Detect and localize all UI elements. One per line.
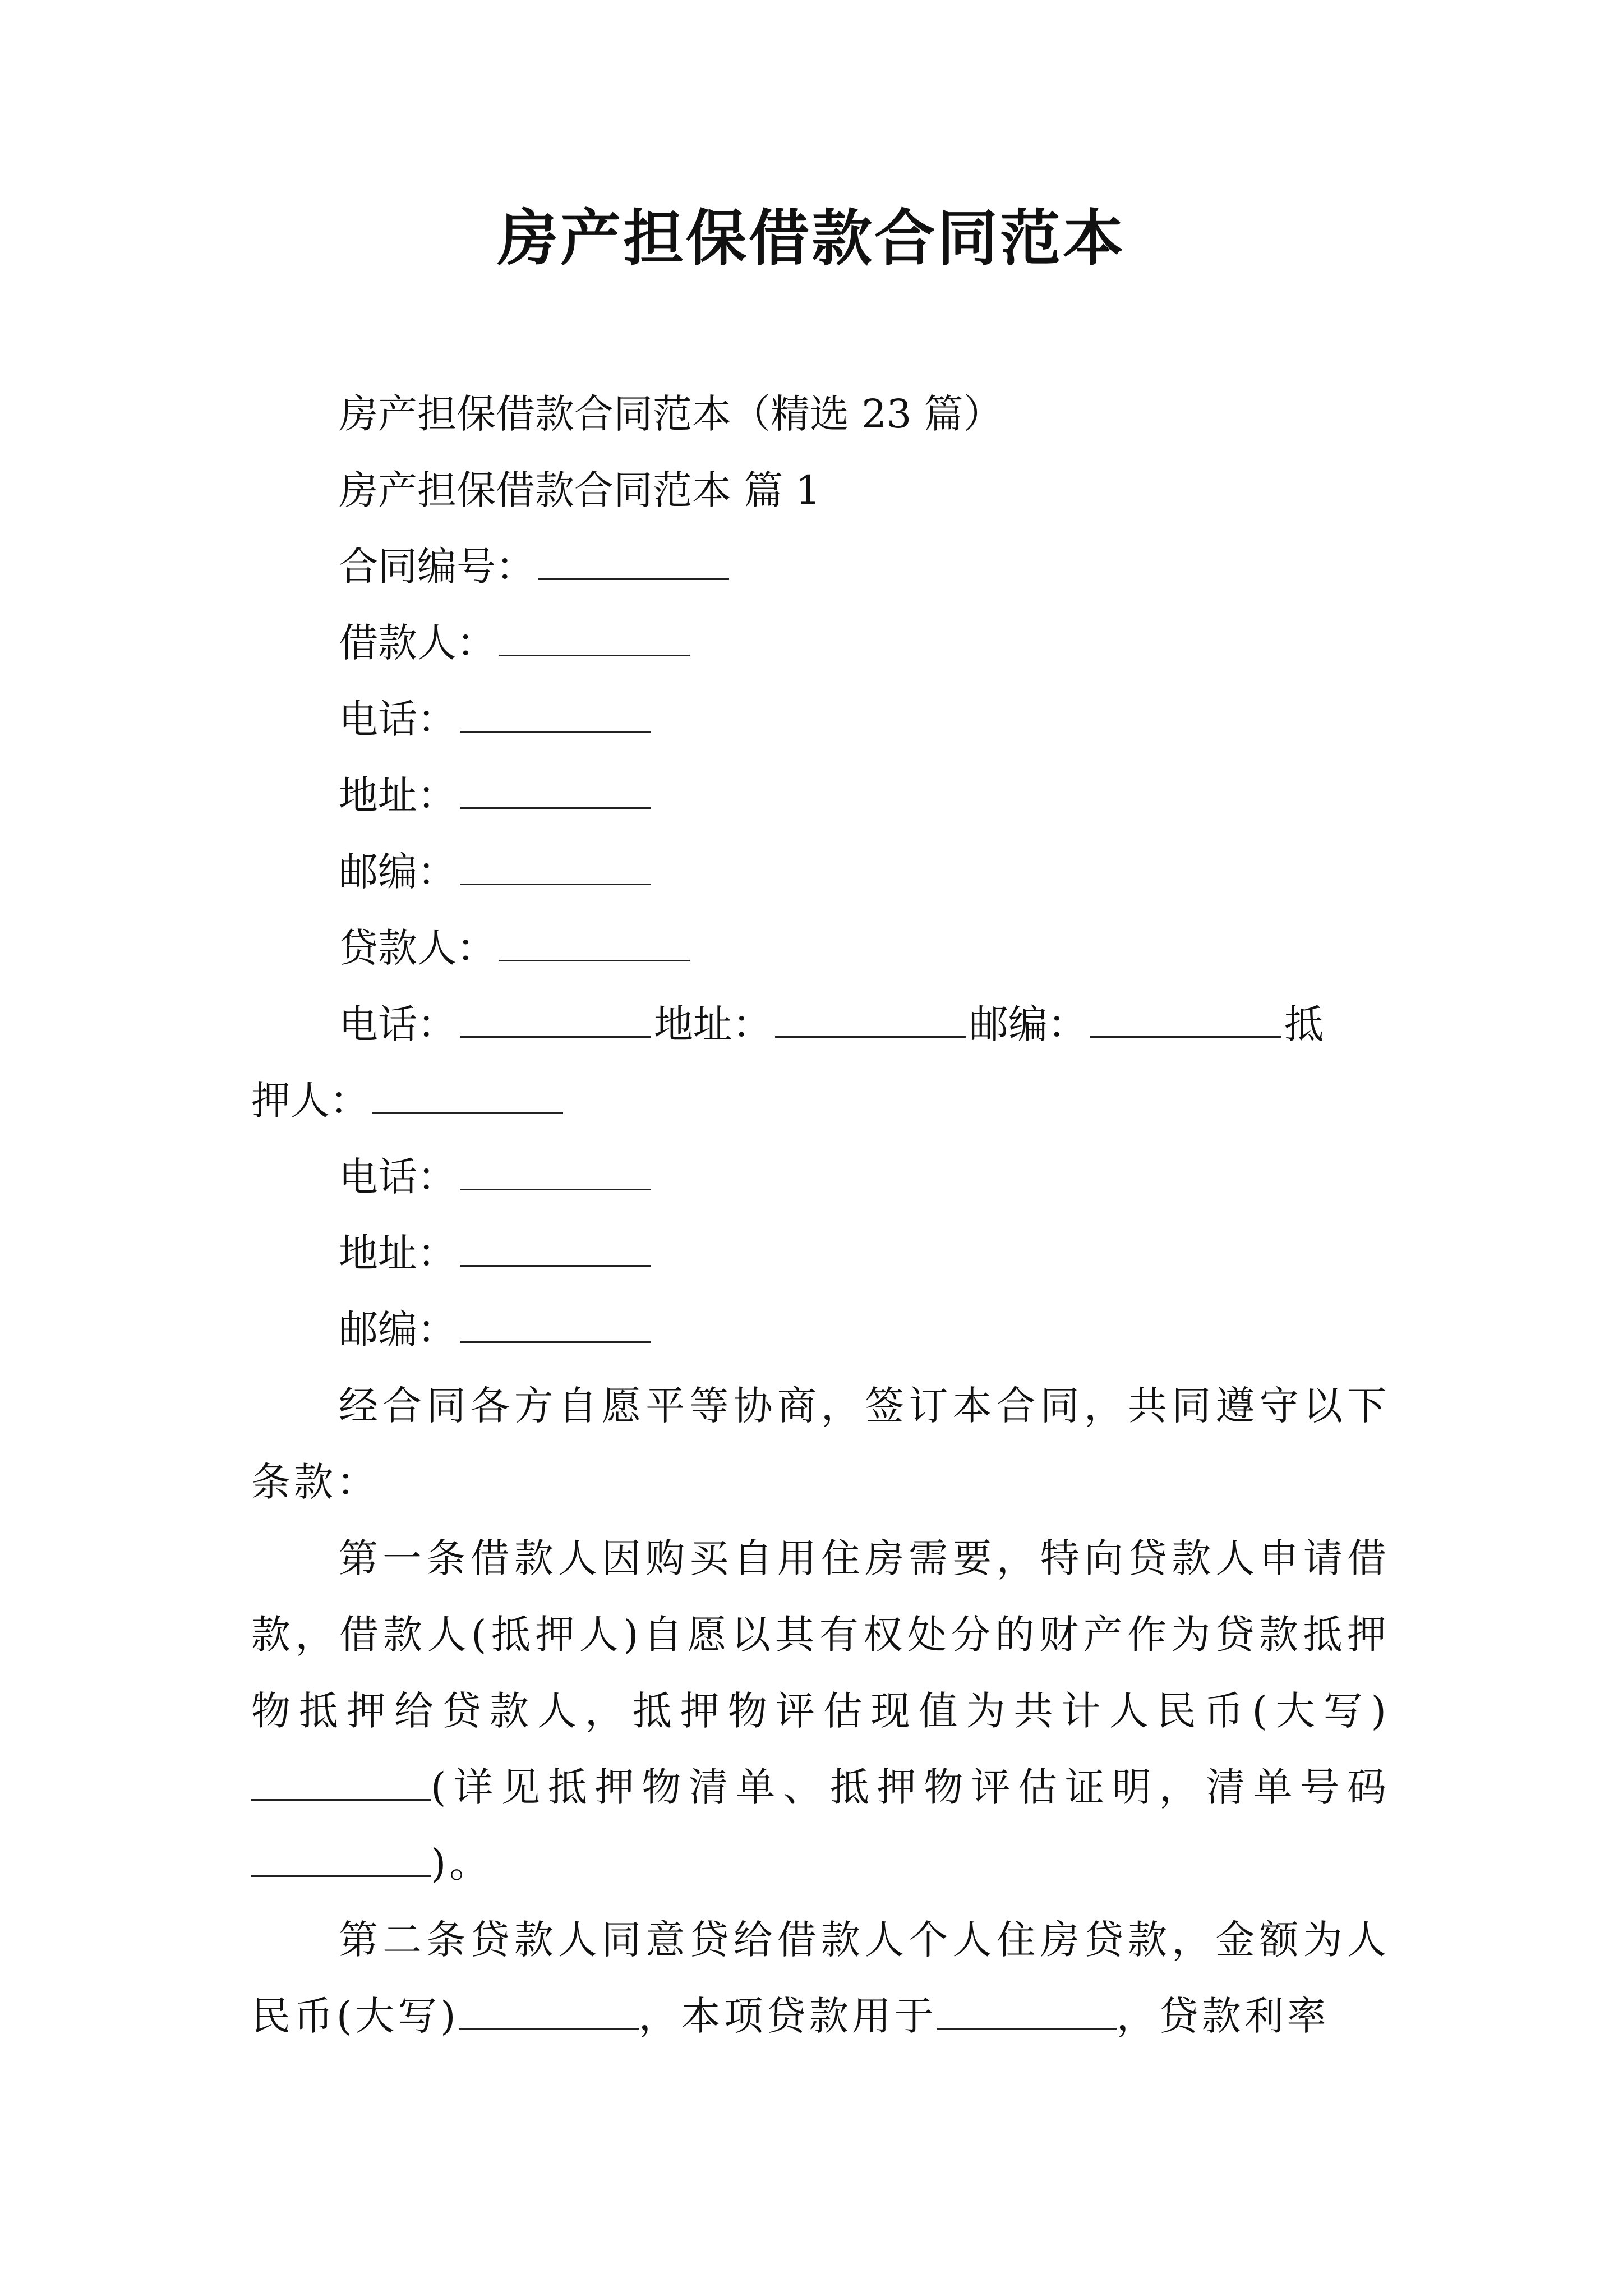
borrower-label: 借款人： [339,620,496,666]
lender-phone-blank [460,1005,651,1038]
article-2-text-b: ，本项贷款用于 [638,1993,937,2039]
mortgagor-label-start: 抵 [1284,1001,1324,1047]
article-1-text-c: )。 [431,1841,492,1887]
lender-contact-line [251,986,1390,1062]
article-2-text-a: 第二条贷款人同意贷给借款人个人住房贷款，金额为人民币(大写) [251,1917,1390,2039]
collateral-value-blank [251,1768,431,1801]
mortgagor-postcode-blank [460,1310,651,1343]
mortgagor-label-rest: 押人： [251,1078,369,1124]
lender-address-blank [775,1005,966,1038]
lender-postcode-blank [1090,1005,1281,1038]
document-title: 房产担保借款合同范本 [497,203,1126,274]
document-body [251,376,1390,2054]
loan-amount-blank [459,1996,639,2030]
lender-blank [499,928,690,961]
borrower-postcode-field [251,834,1390,910]
mortgagor-address-label: 地址： [339,1230,457,1276]
section-heading: 房产担保借款合同范本 篇 1 [339,467,821,513]
mortgagor-blank [372,1081,563,1114]
document-subtitle: 房产担保借款合同范本（精选 23 篇） [339,391,1003,437]
article-1-text-a: 第一条借款人因购买自用住房需要，特向贷款人申请借款，借款人(抵押人)自愿以其有权处分的财产作为贷款抵押物抵押给贷款人，抵押物评估现值为共计人民币(大写) [251,1535,1390,1734]
list-number-blank [251,1844,431,1877]
mortgagor-postcode-label: 邮编： [339,1306,457,1352]
article-2-text-c: ，贷款利率 [1116,1993,1330,2039]
mortgagor-postcode-field [251,1291,1390,1368]
borrower-address-blank [460,776,651,809]
mortgagor-phone-blank [460,1157,651,1190]
borrower-address-field [251,757,1390,834]
borrower-postcode-blank [460,852,651,885]
borrower-phone-field [251,681,1390,757]
contract-number-blank [538,547,729,580]
mortgagor-phone-field [251,1139,1390,1215]
mortgagor-phone-label: 电话： [339,1154,457,1200]
loan-purpose-blank [937,1996,1117,2030]
article-1-paragraph [251,1520,1390,1902]
lender-address-label: 地址： [654,1001,772,1047]
borrower-address-label: 地址： [339,772,457,818]
borrower-postcode-label: 邮编： [339,849,457,895]
mortgagor-address-field [251,1215,1390,1291]
borrower-phone-label: 电话： [339,696,457,742]
article-1-text-b: (详见抵押物清单、抵押物评估证明，清单号码 [431,1764,1390,1810]
lender-label: 贷款人： [339,925,496,971]
lender-field [251,910,1390,986]
mortgagor-address-blank [460,1234,651,1267]
preamble-paragraph: 经合同各方自愿平等协商，签订本合同，共同遵守以下条款： [251,1383,1390,1505]
lender-postcode-label: 邮编： [969,1001,1087,1047]
contract-number-label: 合同编号： [339,544,535,590]
borrower-field [251,605,1390,681]
mortgagor-field [251,1062,1390,1139]
borrower-blank [499,623,690,656]
lender-phone-label: 电话： [339,1001,457,1047]
borrower-phone-blank [460,700,651,733]
contract-number-field [251,528,1390,605]
article-2-paragraph [251,1902,1390,2054]
